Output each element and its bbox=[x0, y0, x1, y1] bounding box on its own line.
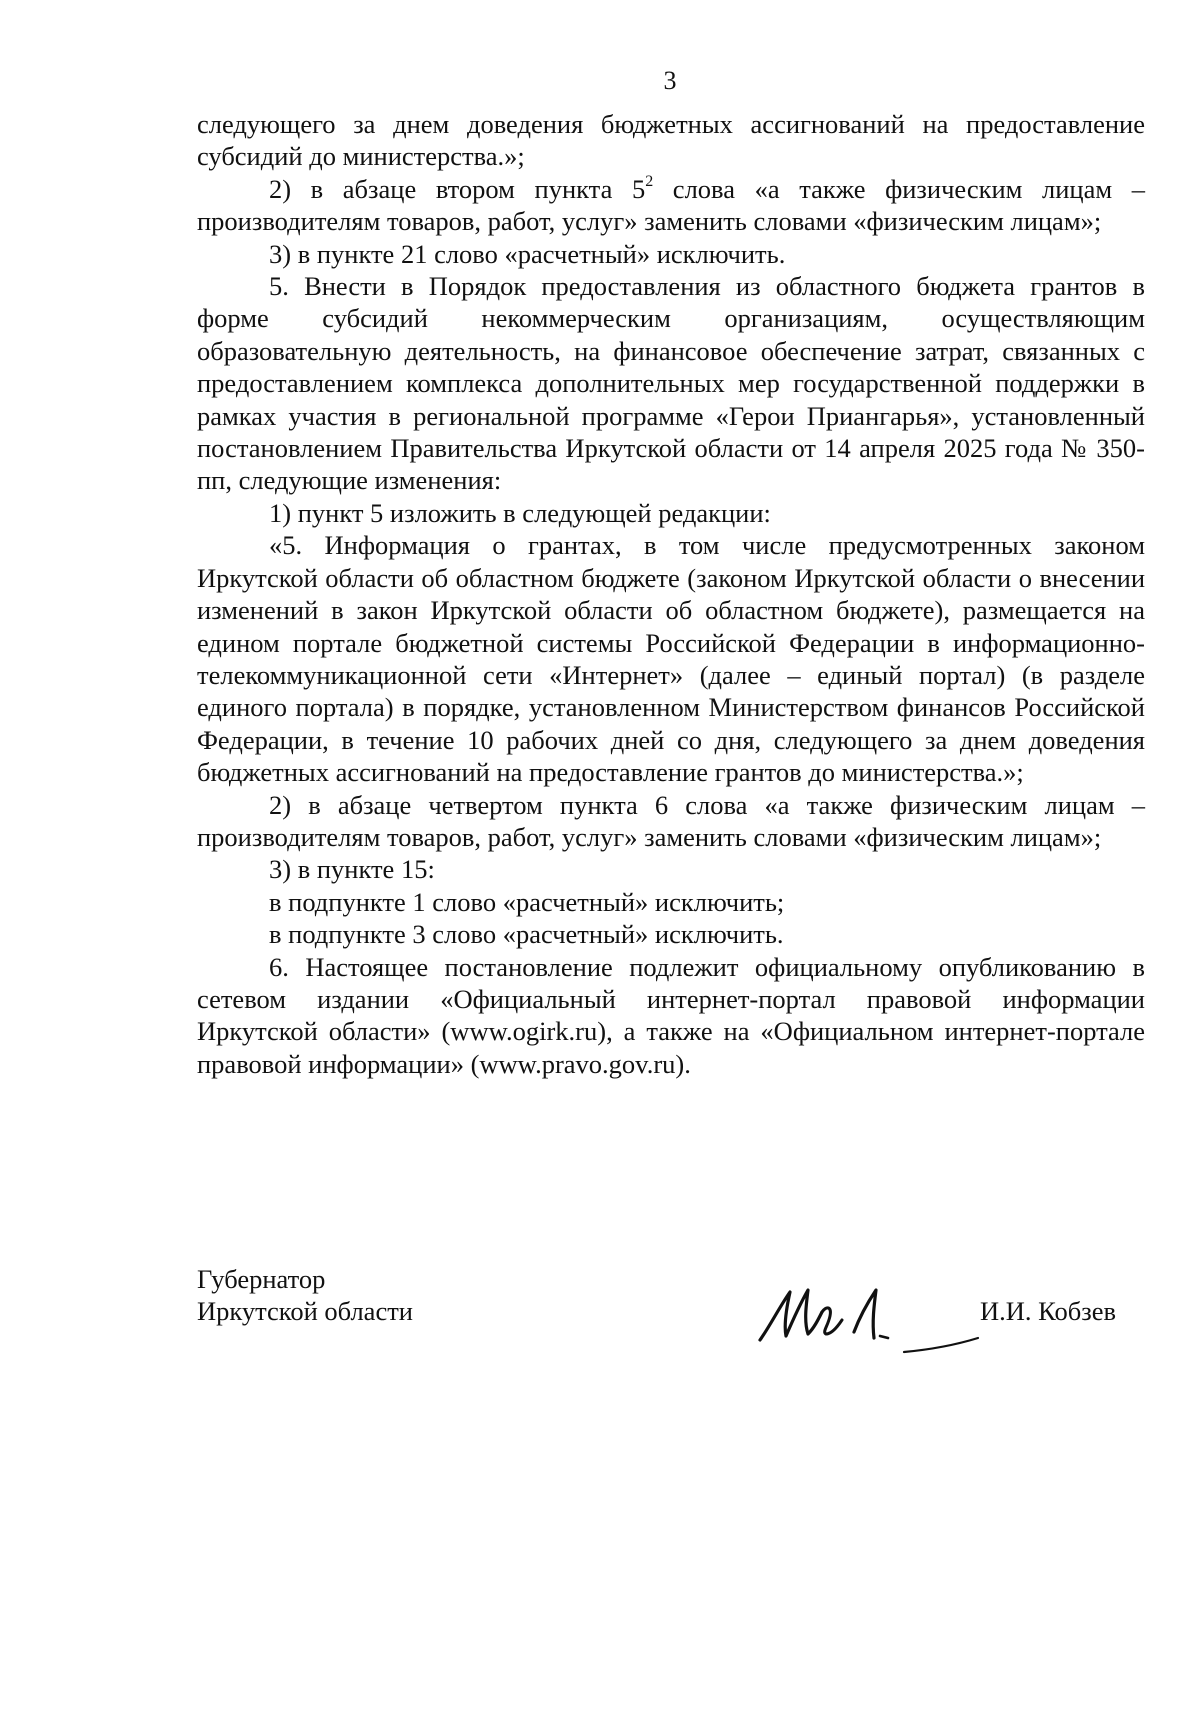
document-body bbox=[197, 108, 1145, 1080]
paragraph-item-2 bbox=[197, 173, 1145, 238]
paragraph-subitem-3: в подпункте 3 слово «расчетный» исключить. bbox=[269, 919, 784, 950]
paragraph-item-2-end: слова «а также физическим лицам – производителям товаров, работ, услуг» заменить словами «физическим лицам»; bbox=[197, 173, 1145, 237]
paragraph-section-5-item-2: 2) в абзаце четвертом пункта 6 слова «а также физическим лицам – производителям товаров, работ, услуг» заменить словами «физическим лицам»; bbox=[197, 789, 1145, 852]
signatory-position bbox=[197, 1263, 413, 1328]
superscript: 2 bbox=[645, 172, 654, 190]
paragraph-section-5-item-3: 3) в пункте 15: bbox=[269, 854, 435, 885]
position-line-1: Губернатор bbox=[197, 1264, 326, 1294]
paragraph-section-6: 6. Настоящее постановление подлежит официальному опубликованию в сетевом издании «Официальный интернет-портал правовой информации Иркутской области» (www.ogirk.ru), а также на «Официальном интернет-портале правовой информации» (www.pravo.gov.ru). bbox=[197, 951, 1145, 1079]
paragraph-quoted-item-5: «5. Информация о грантах, в том числе предусмотренных законом Иркутской области об областном бюджете (законом Иркутской области о внесении изменений в закон Иркутской области об областном бюджете), размещается на едином портале бюджетной системы Российской Федерации в информационно-телекоммуникационной сети «Интернет» (далее – единый портал) (в разделе единого портала) в порядке, установленном Министерством финансов Российской Федерации, в течение 10 рабочих дней со дня, следующего за днем доведения бюджетных ассигнований на предоставление грантов до министерства.»; bbox=[197, 530, 1145, 788]
paragraph-section-5: 5. Внести в Порядок предоставления из областного бюджета грантов в форме субсидий некоммерческим организациям, осуществляющим образовательную деятельность, на финансовое обеспечение затрат, связанных с предоставлением комплекса дополнительных мер государственной поддержки в рамках участия в региональной программе «Герои Приангарья», установленный постановлением Правительства Иркутской области от 14 апреля 2025 года № 350-пп, следующие изменения: bbox=[197, 271, 1145, 496]
handwritten-signature bbox=[756, 1276, 986, 1356]
paragraph-subitem-1: в подпункте 1 слово «расчетный» исключить; bbox=[269, 886, 785, 917]
paragraph-continuation: следующего за днем доведения бюджетных ассигнований на предоставление субсидий до министерства.»; bbox=[197, 109, 1145, 172]
paragraph-item-3: 3) в пункте 21 слово «расчетный» исключить. bbox=[269, 238, 786, 269]
signatory-name: И.И. Кобзев bbox=[980, 1296, 1116, 1326]
position-line-2: Иркутской области bbox=[197, 1296, 413, 1327]
paragraph-item-2-start: 2) в абзаце втором пункта 5 bbox=[269, 173, 646, 204]
page-number: 3 bbox=[663, 66, 677, 95]
paragraph-section-5-item-1: 1) пункт 5 изложить в следующей редакции: bbox=[269, 497, 771, 528]
